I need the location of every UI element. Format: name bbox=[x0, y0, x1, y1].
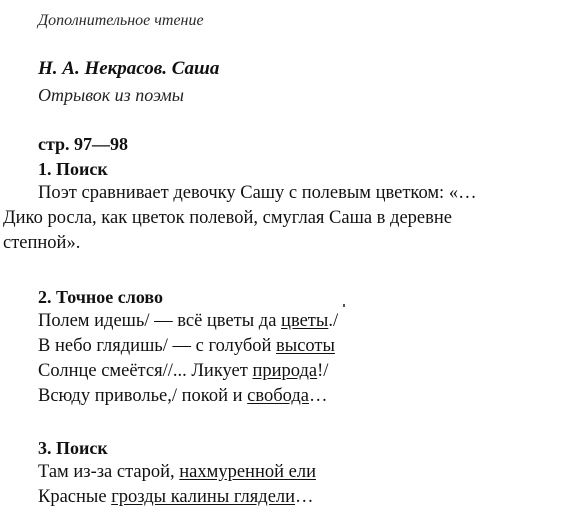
underlined-word: грозды калины глядели bbox=[111, 487, 296, 507]
work-title: Н. А. Некрасов. Саша bbox=[38, 58, 220, 79]
poem-text: ./ bbox=[328, 311, 339, 331]
poem-text: Красные bbox=[38, 487, 112, 507]
poem-text: Полем идешь/ — всё цветы да bbox=[38, 311, 282, 331]
task1-line: Дико росла, как цветок полевой, смуглая Саша в деревне bbox=[3, 208, 452, 228]
page-reference: стр. 97—98 bbox=[38, 134, 129, 154]
underlined-word: нахмуренной ели bbox=[179, 462, 316, 482]
poem-text: В небо глядишь/ — с голубой bbox=[38, 336, 277, 356]
poem-line bbox=[38, 311, 338, 332]
underlined-word: природа bbox=[252, 361, 318, 381]
task1-heading: 1. Поиск bbox=[38, 159, 108, 179]
poem-text: !/ bbox=[317, 361, 329, 381]
poem-text: Солнце смеётся//... Ликует bbox=[38, 361, 253, 381]
underlined-word: высоты bbox=[276, 336, 335, 356]
poem-line bbox=[38, 487, 314, 508]
underlined-word: свобода bbox=[247, 386, 309, 406]
task1-line: Поэт сравнивает девочку Сашу с полевым цветком: «… bbox=[38, 183, 477, 203]
poem-line bbox=[38, 462, 316, 483]
poem-text: Всюду приволье,/ покой и bbox=[38, 386, 248, 406]
task2-heading: 2. Точное слово bbox=[38, 287, 163, 307]
poem-line bbox=[38, 361, 328, 382]
poem-line bbox=[38, 386, 327, 407]
underlined-word: цветы bbox=[281, 311, 329, 331]
work-subtitle: Отрывок из поэмы bbox=[38, 85, 184, 105]
task1-line: степной». bbox=[3, 233, 81, 253]
task3-heading: 3. Поиск bbox=[38, 438, 108, 458]
scan-speck bbox=[343, 304, 345, 307]
poem-line bbox=[38, 336, 335, 357]
poem-text: … bbox=[308, 386, 328, 406]
poem-text: Там из-за старой, bbox=[38, 462, 180, 482]
section-label: Дополнительное чтение bbox=[38, 12, 204, 29]
poem-text: … bbox=[295, 487, 314, 507]
